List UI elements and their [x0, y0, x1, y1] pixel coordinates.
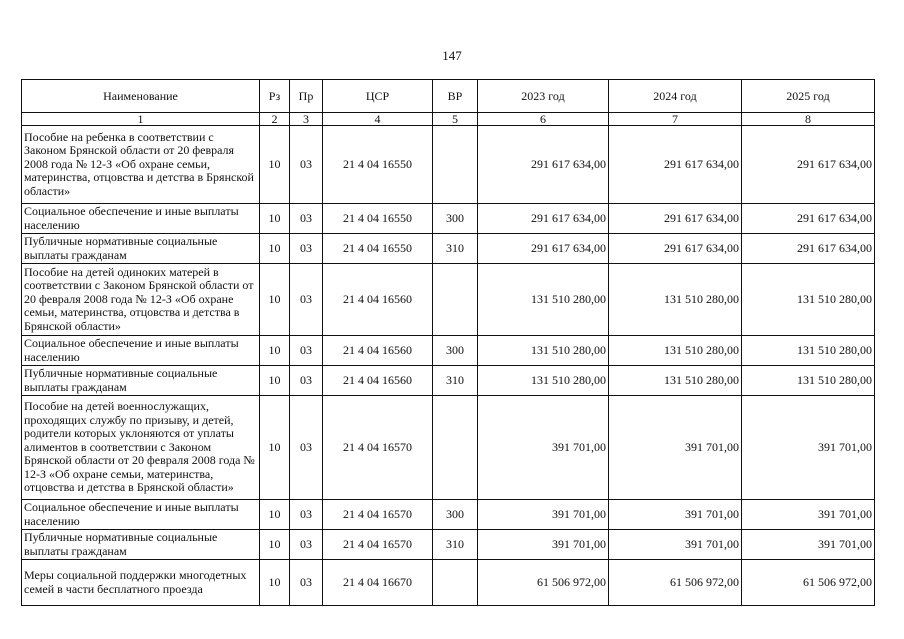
row-2025: 131 510 280,00 [742, 366, 875, 396]
row-2024: 391 701,00 [609, 396, 742, 500]
row-2024: 291 617 634,00 [609, 126, 742, 204]
row-pr: 03 [290, 336, 323, 366]
row-csr: 21 4 04 16570 [323, 396, 433, 500]
row-2025: 131 510 280,00 [742, 264, 875, 336]
row-2023: 131 510 280,00 [478, 366, 609, 396]
row-rz: 10 [260, 500, 290, 530]
table-row [22, 234, 875, 264]
row-pr: 03 [290, 366, 323, 396]
row-csr: 21 4 04 16670 [323, 560, 433, 606]
row-2025: 131 510 280,00 [742, 336, 875, 366]
row-csr: 21 4 04 16570 [323, 530, 433, 560]
row-2025: 391 701,00 [742, 500, 875, 530]
row-vr [433, 126, 478, 204]
table-row [22, 336, 875, 366]
row-vr: 310 [433, 366, 478, 396]
row-2023: 391 701,00 [478, 530, 609, 560]
row-2025: 61 506 972,00 [742, 560, 875, 606]
row-pr: 03 [290, 500, 323, 530]
row-vr [433, 396, 478, 500]
header-2023: 2023 год [478, 80, 609, 113]
row-rz: 10 [260, 560, 290, 606]
row-rz: 10 [260, 336, 290, 366]
row-2023: 61 506 972,00 [478, 560, 609, 606]
row-pr: 03 [290, 264, 323, 336]
row-2024: 131 510 280,00 [609, 336, 742, 366]
table-row [22, 126, 875, 204]
table-row [22, 204, 875, 234]
column-number: 8 [742, 113, 875, 126]
table-row [22, 530, 875, 560]
row-csr: 21 4 04 16550 [323, 126, 433, 204]
row-2025: 391 701,00 [742, 396, 875, 500]
page-number: 147 [442, 48, 462, 63]
row-csr: 21 4 04 16560 [323, 264, 433, 336]
row-name: Пособие на детей одиноких матерей в соответствии с Законом Брянской области от 20 февраля 2008 года № 12-З «Об охране семьи, материнства, отцовства и детства в Брянской области» [22, 264, 260, 336]
budget-table [21, 79, 875, 606]
header-csr: ЦСР [323, 80, 433, 113]
column-number-row [22, 113, 875, 126]
row-csr: 21 4 04 16560 [323, 336, 433, 366]
row-pr: 03 [290, 530, 323, 560]
row-2023: 291 617 634,00 [478, 234, 609, 264]
column-number: 5 [433, 113, 478, 126]
table-row [22, 366, 875, 396]
row-pr: 03 [290, 204, 323, 234]
column-number: 1 [22, 113, 260, 126]
row-pr: 03 [290, 234, 323, 264]
row-name: Публичные нормативные социальные выплаты гражданам [22, 234, 260, 264]
column-number: 4 [323, 113, 433, 126]
row-rz: 10 [260, 234, 290, 264]
row-pr: 03 [290, 396, 323, 500]
row-vr: 300 [433, 204, 478, 234]
row-csr: 21 4 04 16570 [323, 500, 433, 530]
row-name: Социальное обеспечение и иные выплаты населению [22, 336, 260, 366]
row-rz: 10 [260, 530, 290, 560]
row-2024: 391 701,00 [609, 500, 742, 530]
header-row [22, 80, 875, 113]
header-rz: Рз [260, 80, 290, 113]
column-number: 2 [260, 113, 290, 126]
row-2023: 391 701,00 [478, 396, 609, 500]
row-name: Социальное обеспечение и иные выплаты населению [22, 204, 260, 234]
header-2025: 2025 год [742, 80, 875, 113]
row-vr: 300 [433, 500, 478, 530]
row-2023: 131 510 280,00 [478, 336, 609, 366]
row-2024: 131 510 280,00 [609, 264, 742, 336]
column-number: 6 [478, 113, 609, 126]
header-2024: 2024 год [609, 80, 742, 113]
row-rz: 10 [260, 204, 290, 234]
row-2024: 131 510 280,00 [609, 366, 742, 396]
row-name: Пособие на детей военнослужащих, проходящих службу по призыву, и детей, родители которых уклоняются от уплаты алиментов в соответствии с Законом Брянской области от 20 февраля 2008 года № 12-З «Об охране семьи, материнства, отцовства и детства в Брянской области» [22, 396, 260, 500]
row-2025: 291 617 634,00 [742, 126, 875, 204]
row-name: Публичные нормативные социальные выплаты гражданам [22, 366, 260, 396]
row-2024: 61 506 972,00 [609, 560, 742, 606]
row-2024: 291 617 634,00 [609, 204, 742, 234]
row-rz: 10 [260, 126, 290, 204]
row-rz: 10 [260, 366, 290, 396]
row-vr [433, 560, 478, 606]
row-csr: 21 4 04 16550 [323, 204, 433, 234]
row-vr: 300 [433, 336, 478, 366]
header-pr: Пр [290, 80, 323, 113]
row-csr: 21 4 04 16560 [323, 366, 433, 396]
row-2024: 291 617 634,00 [609, 234, 742, 264]
row-rz: 10 [260, 396, 290, 500]
row-pr: 03 [290, 126, 323, 204]
row-vr: 310 [433, 530, 478, 560]
row-2023: 391 701,00 [478, 500, 609, 530]
row-name: Публичные нормативные социальные выплаты гражданам [22, 530, 260, 560]
row-2023: 291 617 634,00 [478, 204, 609, 234]
row-name: Социальное обеспечение и иные выплаты населению [22, 500, 260, 530]
row-2025: 291 617 634,00 [742, 234, 875, 264]
header-vr: ВР [433, 80, 478, 113]
header-name: Наименование [22, 80, 260, 113]
row-2023: 291 617 634,00 [478, 126, 609, 204]
row-2025: 291 617 634,00 [742, 204, 875, 234]
column-number: 7 [609, 113, 742, 126]
row-pr: 03 [290, 560, 323, 606]
table-row [22, 500, 875, 530]
row-rz: 10 [260, 264, 290, 336]
column-number: 3 [290, 113, 323, 126]
table-row [22, 264, 875, 336]
row-2023: 131 510 280,00 [478, 264, 609, 336]
row-vr: 310 [433, 234, 478, 264]
row-name: Пособие на ребенка в соответствии с Законом Брянской области от 20 февраля 2008 года № 12-З «Об охране семьи, материнства, отцовства и детства в Брянской области» [22, 126, 260, 204]
table-row [22, 560, 875, 606]
row-csr: 21 4 04 16550 [323, 234, 433, 264]
row-name: Меры социальной поддержки многодетных семей в части бесплатного проезда [22, 560, 260, 606]
row-2024: 391 701,00 [609, 530, 742, 560]
table-row [22, 396, 875, 500]
row-vr [433, 264, 478, 336]
row-2025: 391 701,00 [742, 530, 875, 560]
